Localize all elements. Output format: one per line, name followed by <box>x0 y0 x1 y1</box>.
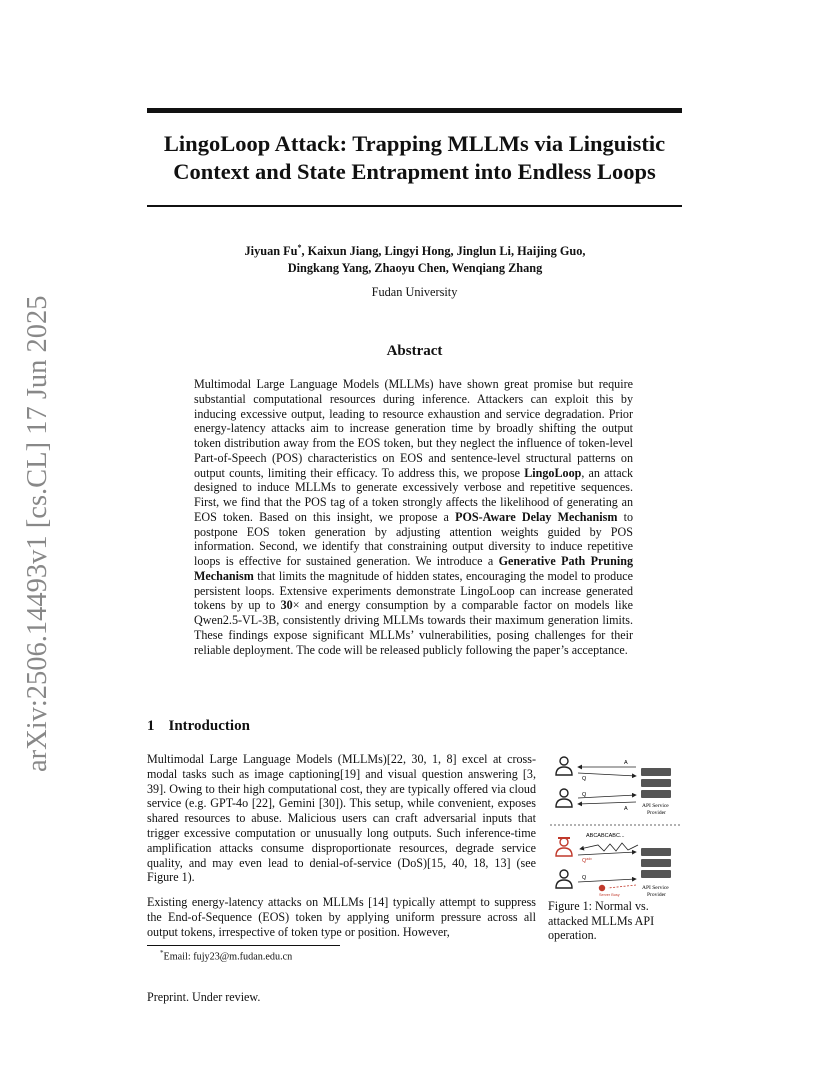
abstract-bold-lingoloop: LingoLoop <box>524 465 582 480</box>
section-number: 1 <box>147 718 155 734</box>
title-bottom-rule <box>147 205 682 207</box>
abstract-text-2: , an attack designed to induce MLLMs to generate excessively verbose and repetitive sequences. First, we find that the POS tag of a token strongly affects the likelihood of generating an EOS token. Based on this insight, we propose a <box>194 465 634 524</box>
title-line-2: Context and State Entrapment into Endless Loops <box>173 159 656 184</box>
footnote-rule <box>147 945 340 946</box>
server-icon <box>641 848 671 878</box>
fig-label-qadv: $Q^{adv}$ <box>582 857 592 864</box>
warning-icon <box>599 885 605 891</box>
provider-line1: API Service <box>642 803 669 809</box>
arxiv-stamp: arXiv:2506.14493v1 [cs.CL] 17 Jun 2025 <box>22 295 53 772</box>
footnote-mark: * <box>160 949 164 957</box>
abstract-bold-path-pruning: Generative Path Pruning Mechanism <box>194 554 633 583</box>
provider2-line1: API Service <box>642 885 669 891</box>
first-author: Jiyuan Fu <box>244 244 298 259</box>
author-list <box>190 240 640 276</box>
footnote <box>160 949 292 962</box>
fig-attack-text: ABCABCABC... <box>586 833 625 839</box>
first-author-mark: * <box>297 243 302 252</box>
fig-label-a2: A <box>624 806 628 812</box>
provider-line2: Provider <box>647 810 666 816</box>
section-heading-introduction <box>147 718 250 735</box>
authors-line-2: Dingkang Yang, Zhaoyu Chen, Wenqiang Zhang <box>287 260 543 275</box>
title-line-1: LingoLoop Attack: Trapping MLLMs via Linguistic <box>163 131 666 156</box>
abstract-bold-pos-aware: POS-Aware Delay Mechanism <box>455 509 618 524</box>
fig-label-q2: Q <box>582 792 587 798</box>
fig-label-q3: Q <box>582 875 587 881</box>
server-busy-label: Server Busy <box>599 893 620 897</box>
attacker-icon <box>556 838 572 856</box>
abstract-text-1: Multimodal Large Language Models (MLLMs) have shown great promise but require substantial computational resources during inference. Attackers can exploit this by inducing excessive output, leading to resource exhaustion and service degradation. Prior energy-latency attacks aim to increase generation time by broadly shifting the output token distribution away from the EOS token, but they neglect the influence of token-level Part-of-Speech (POS) characteristics on EOS and sentence-level structural patterns on output counts, limiting their efficacy. To address this, we propose <box>194 377 633 480</box>
figure-1-caption: Figure 1: Normal vs. attacked MLLMs API operation. <box>548 899 655 942</box>
busy-arrow <box>608 885 636 888</box>
fig-label-q1: Q <box>582 776 587 782</box>
intro-paragraph-1: Multimodal Large Language Models (MLLMs)[22, 30, 1, 8] excel at cross-modal tasks such as image captioning[19] and visual question answering [3, 39]. Owing to their high computational cost, they are typically offered via cloud service (e.g. GPT-4o [22], Gemini [30]). This setup, while convenient, exposes shared resources to abuse. Malicious users can craft adversarial inputs that trigger excessive computation or unusually long outputs. Such inference-time amplification attacks consume disproportionate resources, degrade service quality, and may even lead to denial-of-service (DoS)[15, 40, 18, 13] (see Figure 1). <box>147 752 536 885</box>
authors-line-1: , Kaixun Jiang, Lingyi Hong, Jinglun Li, Haijing Guo, <box>301 244 586 259</box>
preprint-notice: Preprint. Under review. <box>147 990 261 1004</box>
intro-paragraph-2: Existing energy-latency attacks on MLLMs [14] typically attempt to suppress the End-of-Sequence (EOS) token by applying uniform pressure across all output tokens, irrespective of token type or position. However, <box>147 895 536 939</box>
fig-label-a1: A <box>624 760 628 766</box>
user-icon <box>556 757 572 775</box>
abstract-text-3: to postpone EOS token generation by adjusting attention weights guided by POS information. Second, we identify that constraining output diversity to induce repetitive loops is effective for sustained generation. We introduce a <box>194 509 633 568</box>
abstract-bold-30: 30 <box>280 598 293 613</box>
abstract-heading: Abstract <box>386 343 443 359</box>
footnote-text: Email: fujy23@m.fudan.edu.cn <box>163 951 293 963</box>
provider2-line2: Provider <box>647 892 666 898</box>
abstract-text-4: that limits the magnitude of hidden states, encouraging the model to produce persistent loops. Extensive experiments demonstrate LingoLoop can increase generated tokens by up to <box>194 568 633 613</box>
server-icon <box>641 768 671 798</box>
abstract-body <box>194 377 633 657</box>
affiliation: Fudan University <box>371 285 458 299</box>
user-icon <box>556 789 572 807</box>
title-top-rule <box>147 108 682 113</box>
section-title: Introduction <box>168 718 250 734</box>
figure-1-diagram <box>546 750 686 900</box>
user-icon <box>556 870 572 888</box>
paper-title <box>147 130 682 186</box>
abstract-text-5: × and energy consumption by a comparable factor on models like Qwen2.5-VL-3B, consistently driving MLLMs towards their maximum generation limits. These findings expose significant MLLMs’ vulnerabilities, posing challenges for their reliable deployment. The code will be released publicly following the paper’s acceptance. <box>194 598 634 657</box>
